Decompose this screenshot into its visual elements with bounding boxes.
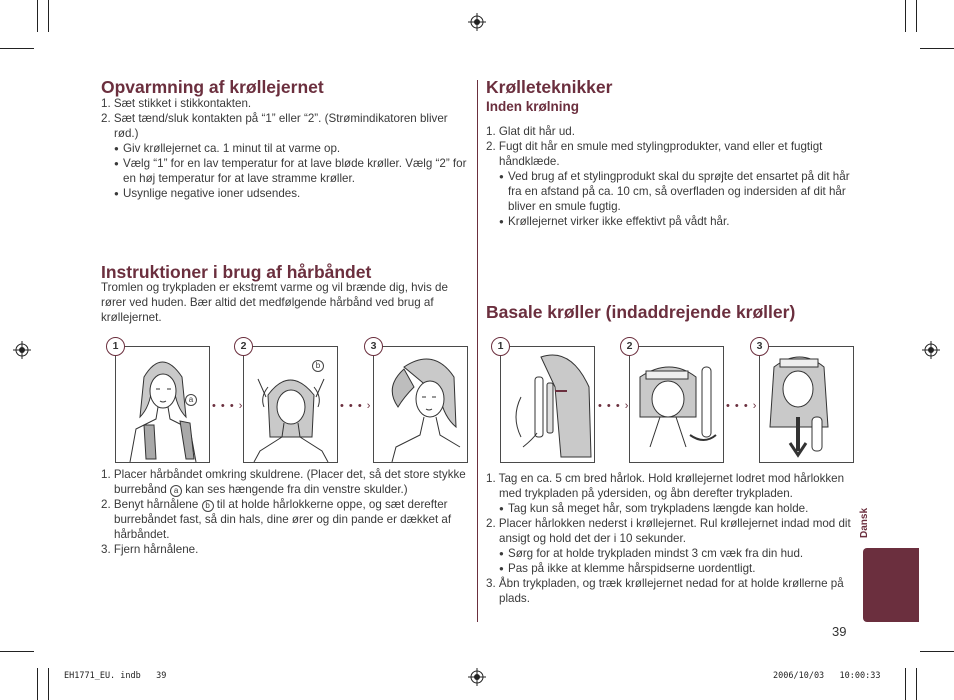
headband-figure-1 [115, 346, 210, 463]
figure-number: 1 [106, 337, 125, 356]
woman-removing-pins-illustration [374, 347, 467, 462]
basic-step: 2. Placer hårlokken nederst i krøllejernet. Rul krøllejernet indad mod dit ansigt og hold det der i 10 sekunder. [486, 517, 851, 545]
language-label: Dansk [859, 507, 870, 538]
techniques-step: 1. Glat dit hår ud. [486, 125, 575, 138]
step-arrow: • • • › [212, 400, 244, 412]
crop-mark [905, 0, 906, 32]
figure-number: 1 [491, 337, 510, 356]
heating-text [101, 96, 471, 201]
crop-mark [920, 651, 954, 652]
crop-mark [0, 651, 34, 652]
figure-number: 2 [620, 337, 639, 356]
crop-mark [48, 0, 49, 32]
footer-timestamp: 2006/10/03 10:00:33 [773, 671, 881, 681]
headband-figure-3 [373, 346, 468, 463]
step-arrow: • • • › [340, 400, 372, 412]
heating-bullet: ● Giv krøllejernet ca. 1 minut til at varme op. [101, 141, 471, 156]
basic-step: 1. Tag en ca. 5 cm bred hårlok. Hold krøllejernet lodret mod hårlokken med trykpladen på ydersiden, og åbn derefter trykpladen. [486, 472, 845, 500]
figure-number: 2 [234, 337, 253, 356]
basic-bullet: ● Sørg for at holde trykpladen mindst 3 cm væk fra din hud. [486, 546, 856, 561]
crop-mark [916, 0, 917, 32]
basic-bullet: ● Pas på ikke at klemme hårspidserne uordentligt. [486, 561, 856, 576]
registration-mark-icon [13, 341, 31, 359]
marker-b: b [202, 500, 214, 512]
headband-step: 3. Fjern hårnålene. [101, 543, 199, 556]
headband-steps [101, 467, 471, 557]
column-divider [477, 80, 478, 622]
marker-b: b [312, 360, 324, 372]
pull-iron-down-illustration [760, 347, 853, 462]
heating-bullet: ● Usynlige negative ioner udsendes. [101, 186, 471, 201]
figure-number: 3 [750, 337, 769, 356]
crop-mark [920, 48, 954, 49]
heating-step: 1. Sæt stikket i stikkontakten. [101, 97, 252, 110]
heating-step: 2. Sæt tænd/sluk kontakten på “1” eller “2”. (Strømindikatoren bliver rød.) [101, 112, 448, 140]
crop-mark [0, 48, 34, 49]
crop-mark [905, 668, 906, 700]
heating-bullet: ● Vælg “1” for en lav temperatur for at lave bløde krøller. Vælg “2” for en høj temperatur for at lave stramme krøller. [101, 156, 471, 186]
basic-curls-title: Basale krøller (indaddrejende krøller) [486, 302, 796, 322]
footer-file: EH1771_EU. indb 39 [64, 671, 167, 681]
marker-a: a [185, 394, 197, 406]
basic-curls-steps [486, 471, 856, 606]
registration-mark-icon [468, 668, 486, 686]
crop-mark [37, 0, 38, 32]
marker-a: a [170, 485, 182, 497]
woman-headband-shoulders-illustration [116, 347, 209, 462]
figure-number: 3 [364, 337, 383, 356]
page-number: 39 [832, 624, 847, 639]
headband-step: 2. Benyt hårnålene b til at holde hårlokkerne oppe, og sæt derefter burrebåndet fast, så din hals, dine ører og din pande er dækket af hårbåndet. [101, 498, 452, 541]
techniques-bullet: ● Krøllejernet virker ikke effektivt på vådt hår. [486, 214, 858, 229]
step-arrow: • • • › [726, 400, 758, 412]
headband-intro: Tromlen og trykpladen er ekstremt varme og vil brænde dig, hvis de rører ved huden. Bær altid det medfølgende hårbånd ved brug af krøllejernet. [101, 281, 448, 324]
registration-mark-icon [922, 341, 940, 359]
crop-mark [37, 668, 38, 700]
curl-figure-1 [500, 346, 595, 463]
basic-step: 3. Åbn trykpladen, og træk krøllejernet nedad for at holde krøllerne på plads. [486, 577, 844, 605]
curl-figure-2 [629, 346, 724, 463]
techniques-bullet: ● Ved brug af et stylingprodukt skal du sprøjte det ensartet på dit hår fra en afstand på ca. 10 cm, så overfladen og indersiden af dit hår bliver en smule fugtig. [486, 169, 858, 214]
curl-figure-3 [759, 346, 854, 463]
techniques-subtitle: Inden krølning [486, 99, 579, 114]
hold-iron-vertical-illustration [501, 347, 594, 462]
step-arrow: • • • › [598, 400, 630, 412]
crop-mark [48, 668, 49, 700]
headband-step: 1. Placer hårbåndet omkring skuldrene. (Placer det, så det store stykke burrebånd a kan ses hængende fra din venstre skulder.) [101, 468, 466, 496]
heating-title: Opvarmning af krøllejernet [101, 77, 324, 97]
crop-mark [916, 668, 917, 700]
techniques-step: 2. Fugt dit hår en smule med stylingprodukter, vand eller et fugtigt håndklæde. [486, 140, 823, 168]
basic-bullet: ● Tag kun så meget hår, som trykpladens længde kan holde. [486, 501, 856, 516]
techniques-text [486, 124, 858, 229]
techniques-title: Krølleteknikker [486, 77, 613, 97]
roll-iron-inward-illustration [630, 347, 723, 462]
registration-mark-icon [468, 13, 486, 31]
language-tab [863, 548, 919, 622]
headband-title: Instruktioner i brug af hårbåndet [101, 262, 372, 282]
